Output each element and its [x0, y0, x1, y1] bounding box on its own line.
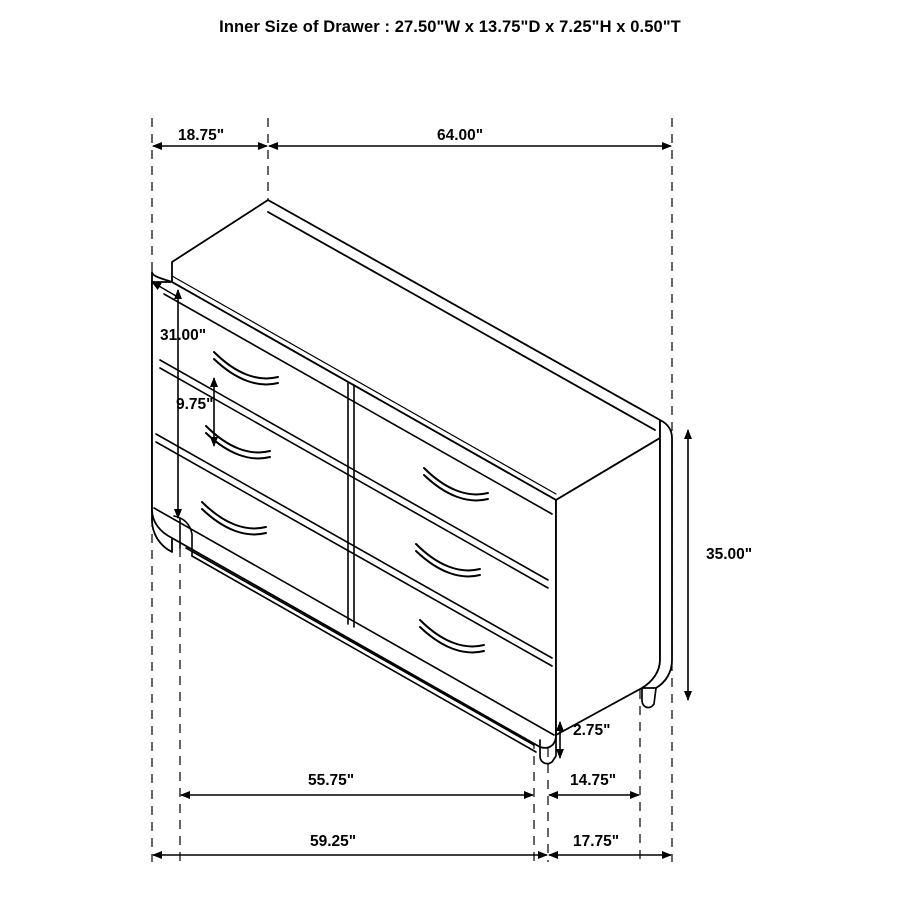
dimension-label-59-25: 59.25" — [310, 833, 357, 850]
dimension-label-18-75: 18.75" — [178, 127, 225, 144]
dresser-body — [152, 200, 672, 748]
dimension-label-14-75: 14.75" — [570, 772, 617, 789]
dimension-label-31: 31.00" — [160, 327, 207, 344]
dimension-label-2-75: 2.75" — [573, 722, 611, 739]
dimension-label-9-75: 9.75" — [176, 396, 214, 413]
dimension-label-55-75: 55.75" — [308, 772, 355, 789]
page-title: Inner Size of Drawer : 27.50"W x 13.75"D x 7.25"H x 0.50"T — [219, 18, 681, 36]
dimension-label-64: 64.00" — [437, 127, 484, 144]
dimension-label-35: 35.00" — [706, 546, 753, 563]
dimension-label-17-75: 17.75" — [573, 833, 620, 850]
